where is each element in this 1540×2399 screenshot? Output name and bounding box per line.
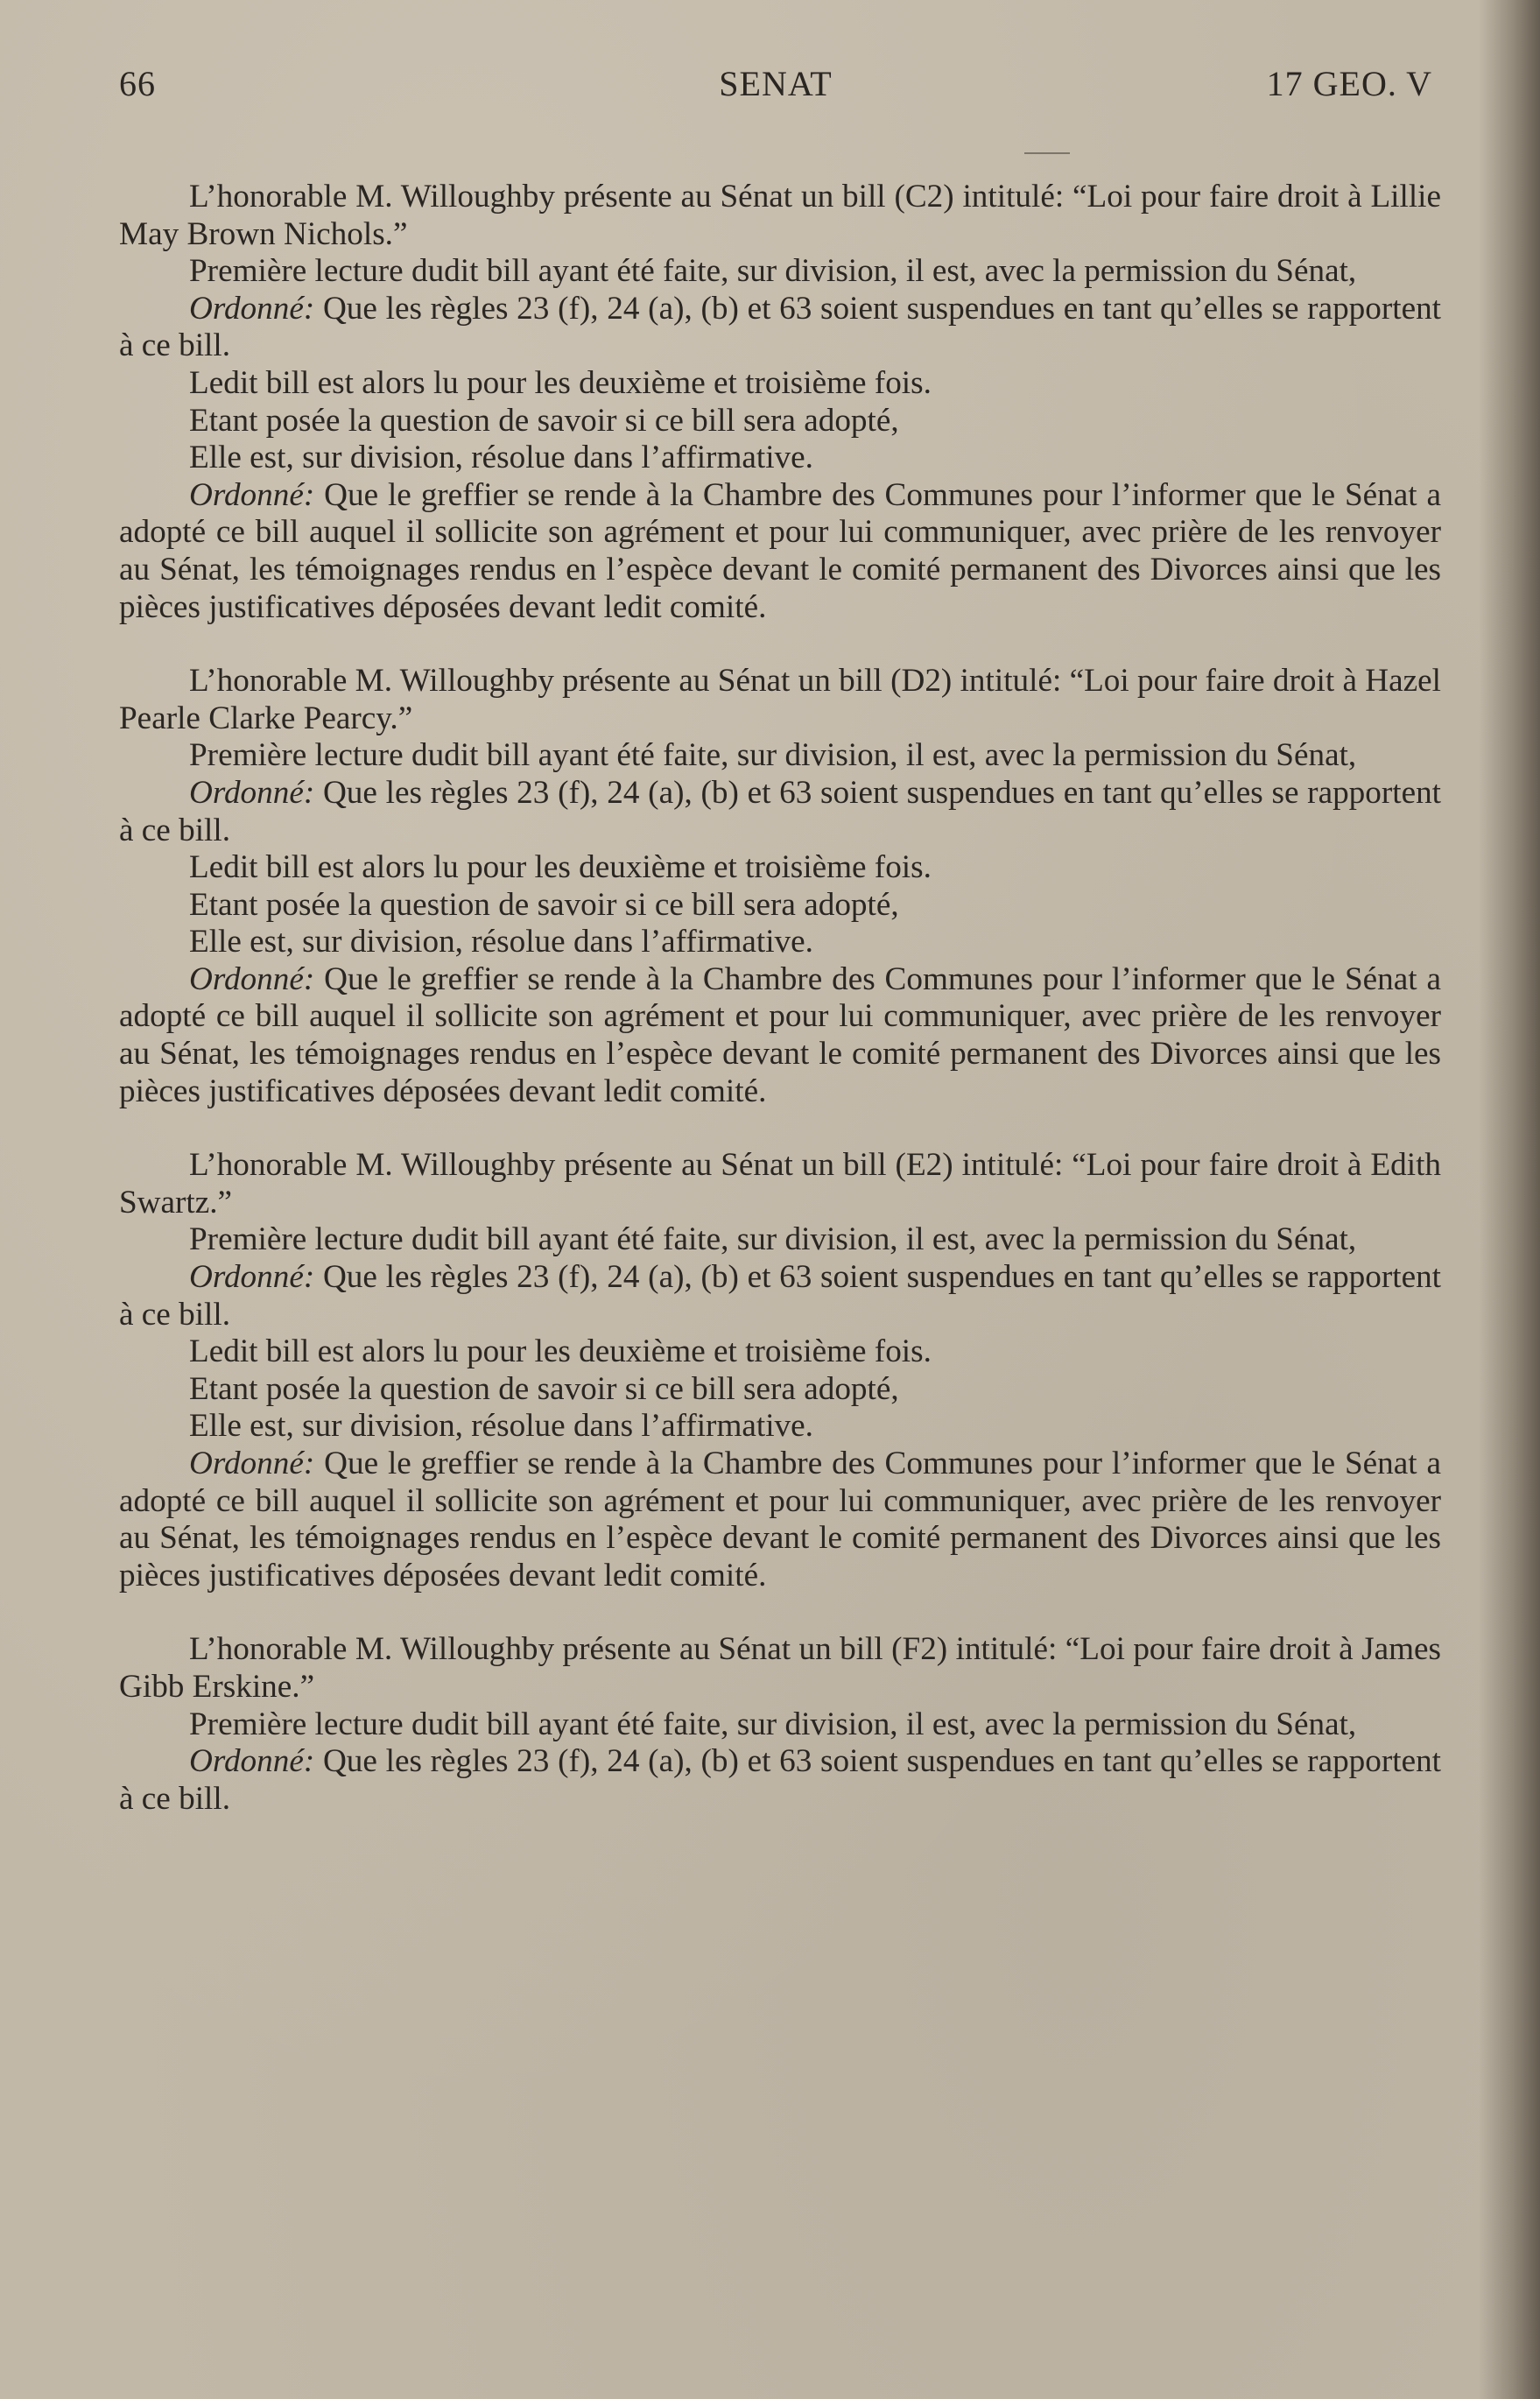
resolution-paragraph: Elle est, sur division, résolue dans l’affirmative. bbox=[189, 440, 813, 476]
rules-order-text: Que les règles 23 (f), 24 (a), (b) et 63 soient suspendues en tant qu’elles se rapportent à ce bill. bbox=[119, 774, 1441, 848]
final-order bbox=[119, 1446, 1441, 1594]
ordered-label: Ordonné: bbox=[189, 774, 315, 811]
rules-order-text: Que les règles 23 (f), 24 (a), (b) et 63 soient suspendues en tant qu’elles se rapportent à ce bill. bbox=[119, 1259, 1441, 1333]
question-paragraph: Etant posée la question de savoir si ce bill sera adopté, bbox=[189, 886, 899, 923]
final-order bbox=[119, 961, 1441, 1110]
bill-entry-c2 bbox=[119, 179, 1441, 626]
bill-entry-e2 bbox=[119, 1147, 1441, 1594]
journal-body bbox=[119, 179, 1441, 1854]
ordered-label: Ordonné: bbox=[189, 290, 315, 327]
ordered-label: Ordonné: bbox=[189, 476, 315, 513]
bill-introduction: L’honorable M. Willoughby présente au Sénat un bill (E2) intitulé: “Loi pour faire droit à Edith Swartz.” bbox=[119, 1147, 1441, 1221]
question-paragraph: Etant posée la question de savoir si ce bill sera adopté, bbox=[189, 402, 899, 439]
first-reading-paragraph: Première lecture dudit bill ayant été faite, sur division, il est, avec la permission du Sénat, bbox=[189, 737, 1357, 774]
resolution-paragraph: Elle est, sur division, résolue dans l’affirmative. bbox=[189, 1408, 813, 1445]
final-order bbox=[119, 477, 1441, 626]
rules-suspension-order bbox=[119, 291, 1441, 365]
page-header bbox=[119, 63, 1432, 116]
final-order-text: Que le greffier se rende à la Chambre des Communes pour l’informer que le Sénat a adopté ce bill auquel il sollicite son agrément et pour lui communiquer, avec prière de les renvoyer au Sénat, les témoignages rendus en l’espèce devant le comité permanent des Divorces ainsi que les pièces justificatives déposées devant ledit comité. bbox=[119, 960, 1441, 1109]
ordered-label: Ordonné: bbox=[189, 1259, 315, 1296]
page-number: 66 bbox=[119, 64, 156, 103]
bill-entry-d2 bbox=[119, 663, 1441, 1110]
rules-suspension-order bbox=[119, 775, 1441, 849]
bill-introduction: L’honorable M. Willoughby présente au Sénat un bill (D2) intitulé: “Loi pour faire droit à Hazel Pearle Clarke Pearcy.” bbox=[119, 663, 1441, 736]
bill-introduction: L’honorable M. Willoughby présente au Sénat un bill (C2) intitulé: “Loi pour faire droit à Lillie May Brown Nichols.” bbox=[119, 179, 1441, 252]
session-label: 17 GEO. V bbox=[1266, 64, 1432, 103]
resolution-paragraph: Elle est, sur division, résolue dans l’affirmative. bbox=[189, 924, 813, 960]
rules-suspension-order bbox=[119, 1259, 1441, 1333]
ordered-label: Ordonné: bbox=[189, 960, 315, 997]
rules-order-text: Que les règles 23 (f), 24 (a), (b) et 63 soient suspendues en tant qu’elles se rapportent à ce bill. bbox=[119, 1743, 1441, 1817]
first-reading-paragraph: Première lecture dudit bill ayant été faite, sur division, il est, avec la permission du Sénat, bbox=[189, 1221, 1357, 1258]
header-rule bbox=[1024, 152, 1070, 154]
bill-entry-f2 bbox=[119, 1631, 1441, 1818]
running-title: SENAT bbox=[719, 64, 833, 103]
bill-introduction: L’honorable M. Willoughby présente au Sénat un bill (F2) intitulé: “Loi pour faire droit à James Gibb Erskine.” bbox=[119, 1631, 1441, 1705]
readings-paragraph: Ledit bill est alors lu pour les deuxième et troisième fois. bbox=[189, 364, 932, 401]
final-order-text: Que le greffier se rende à la Chambre des Communes pour l’informer que le Sénat a adopté ce bill auquel il sollicite son agrément et pour lui communiquer, avec prière de les renvoyer au Sénat, les témoignages rendus en l’espèce devant le comité permanent des Divorces ainsi que les pièces justificatives déposées devant ledit comité. bbox=[119, 476, 1441, 625]
readings-paragraph: Ledit bill est alors lu pour les deuxième et troisième fois. bbox=[189, 1333, 932, 1370]
rules-suspension-order bbox=[119, 1743, 1441, 1818]
first-reading-paragraph: Première lecture dudit bill ayant été faite, sur division, il est, avec la permission du Sénat, bbox=[189, 253, 1357, 290]
question-paragraph: Etant posée la question de savoir si ce bill sera adopté, bbox=[189, 1370, 899, 1407]
ordered-label: Ordonné: bbox=[189, 1446, 315, 1481]
first-reading-paragraph: Première lecture dudit bill ayant été faite, sur division, il est, avec la permission du Sénat, bbox=[189, 1706, 1357, 1742]
final-order-text: Que le greffier se rende à la Chambre des Communes pour l’informer que le Sénat a adopté ce bill auquel il sollicite son agrément et pour lui communiquer, avec prière de les renvoyer au Sénat, les témoignages rendus en l’espèce devant le comité permanent des Divorces ainsi que les pièces justificatives déposées devant ledit comité. bbox=[119, 1446, 1441, 1593]
ordered-label: Ordonné: bbox=[189, 1743, 315, 1780]
rules-order-text: Que les règles 23 (f), 24 (a), (b) et 63 soient suspendues en tant qu’elles se rapportent à ce bill. bbox=[119, 290, 1441, 364]
readings-paragraph: Ledit bill est alors lu pour les deuxième et troisième fois. bbox=[189, 849, 932, 886]
